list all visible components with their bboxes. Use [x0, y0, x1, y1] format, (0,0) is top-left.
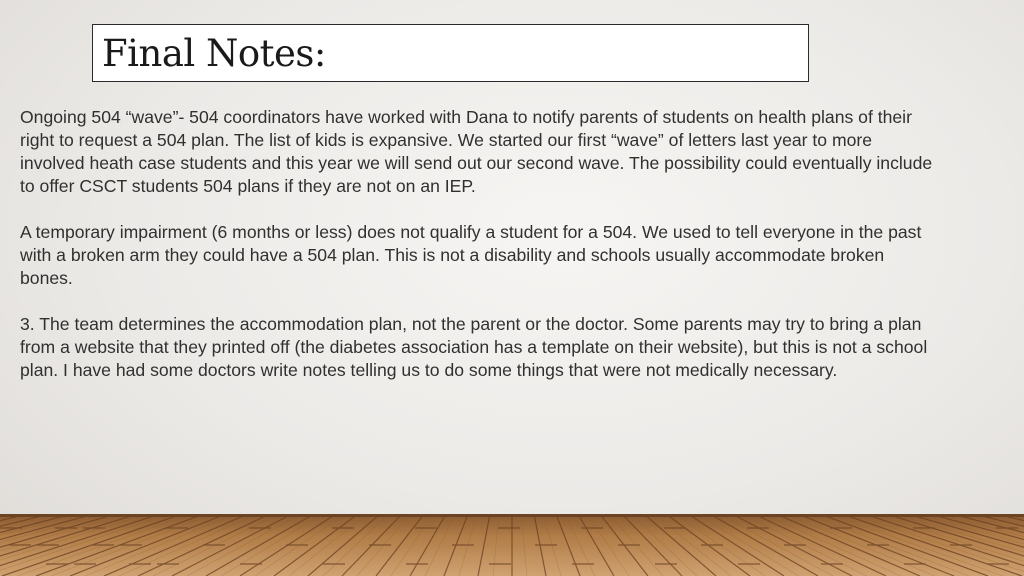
wood-floor-graphic [0, 514, 1024, 576]
paragraph-temporary-impairment: A temporary impairment (6 months or less) does not qualify a student for a 504. We used to tell everyone in the past with a broken arm they could have a 504 plan. This is not a disability and schools usually accommodate broken bones. [20, 222, 922, 288]
wood-floor [0, 514, 1024, 576]
paragraph-504-wave: Ongoing 504 “wave”- 504 coordinators have worked with Dana to notify parents of students on health plans of their right to request a 504 plan. The list of kids is expansive. We started our first “wave” of letters last year to more involved heath case students and this year we will send out our second wave. The possibility could eventually include to offer CSCT students 504 plans if they are not on an IEP. [20, 107, 933, 196]
slide-title: Final Notes: [102, 32, 326, 75]
floor-edge [0, 514, 1024, 517]
paragraph-team-determines: 3. The team determines the accommodation plan, not the parent or the doctor. Some parents may try to bring a plan from a website that they printed off (the diabetes association has a template on their website), but this is not a school plan. I have had some doctors write notes telling us to do some things that were not medically necessary. [20, 314, 928, 380]
title-box [92, 24, 809, 82]
body-text [20, 106, 940, 405]
